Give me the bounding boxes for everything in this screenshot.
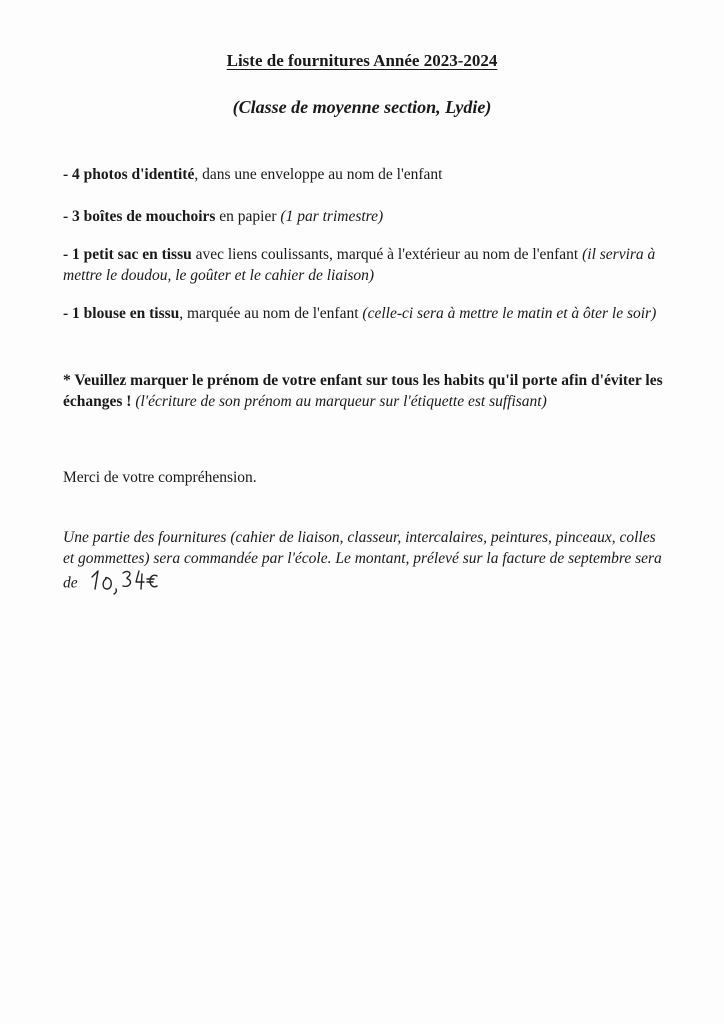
item-text: avec liens coulissants, marqué à l'extérieur au nom de l'enfant (191, 246, 583, 263)
thanks-text: Merci de votre compréhension. (63, 469, 257, 486)
footer-paragraph (63, 527, 663, 599)
item-text: en papier (215, 208, 281, 225)
list-item (63, 244, 663, 286)
item-italic-text: (1 par trimestre) (280, 208, 384, 225)
clothing-label-note (63, 370, 663, 412)
note-bold-text: * Veuillez marquer le prénom de votre enfant sur tous les habits qu'il porte afin d'éviter les échanges ! (63, 372, 663, 410)
page-title: Liste de fournitures Année 2023-2024 (226, 51, 498, 70)
page-subtitle: (Classe de moyenne section, Lydie) (232, 97, 492, 117)
item-bold-text: - 4 photos d'identité (63, 166, 195, 183)
footer-text: Une partie des fournitures (cahier de liaison, classeur, intercalaires, peintures, pinceaux, colles et gommettes) sera commandée par l'école. Le montant, prélevé sur la facture de septembre sera de (63, 529, 662, 592)
item-italic-text: (il servira à mettre le doudou, le goûter et le cahier de liaison) (63, 246, 656, 284)
item-bold-text: - 1 petit sac en tissu (63, 246, 192, 263)
note-italic-text: (l'écriture de son prénom au marqueur sur l'étiquette est suffisant) (131, 393, 547, 410)
list-item (63, 164, 663, 185)
handwritten-amount (86, 565, 164, 595)
item-text: , dans une enveloppe au nom de l'enfant (194, 166, 443, 183)
item-bold-text: - 3 boîtes de mouchoirs (63, 208, 216, 225)
list-item (63, 303, 663, 324)
list-item (63, 206, 663, 227)
item-italic-text: (celle-ci sera à mettre le matin et à ôter le soir) (362, 305, 657, 322)
item-text: , marquée au nom de l'enfant (179, 305, 363, 322)
item-bold-text: - 1 blouse en tissu (63, 305, 180, 322)
